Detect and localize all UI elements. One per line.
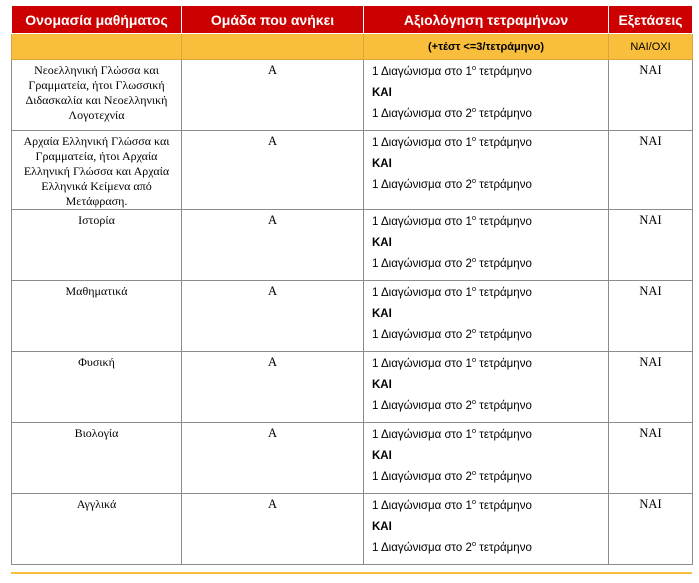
subheader-row bbox=[12, 34, 693, 60]
course-exam: ΝΑΙ bbox=[609, 60, 693, 131]
course-name: Αρχαία Ελληνική Γλώσσα και Γραμματεία, ήτοι Αρχαία Ελληνική Γλώσσα και Αρχαία Ελληνικά Κείμενα από Μετάφραση. bbox=[12, 131, 182, 210]
evaluation-and: ΚΑΙ bbox=[372, 521, 392, 533]
header-exams: Εξετάσεις bbox=[609, 6, 693, 34]
evaluation-term-2: 1 Διαγώνισμα στο $2^o$ τετράμηνο bbox=[372, 176, 532, 191]
bottom-divider bbox=[11, 572, 692, 574]
course-group: Α bbox=[182, 494, 364, 565]
evaluation-term-2: 1 Διαγώνισμα στο $2^o$ τετράμηνο bbox=[372, 539, 532, 554]
course-name: Μαθηματικά bbox=[12, 281, 182, 352]
evaluation-term-2: 1 Διαγώνισμα στο $2^o$ τετράμηνο bbox=[372, 105, 532, 120]
course-group: Α bbox=[182, 131, 364, 210]
evaluation-term-1: 1 Διαγώνισμα στο $1^o$ τετράμηνο bbox=[372, 497, 532, 512]
course-name: Βιολογία bbox=[12, 423, 182, 494]
course-exam: ΝΑΙ bbox=[609, 494, 693, 565]
table-row bbox=[12, 494, 693, 565]
course-evaluation bbox=[364, 352, 609, 423]
course-group: Α bbox=[182, 210, 364, 281]
table-row bbox=[12, 423, 693, 494]
course-name: Νεοελληνική Γλώσσα και Γραμματεία, ήτοι Γλωσσική Διδασκαλία και Νεοελληνική Λογοτεχνία bbox=[12, 60, 182, 131]
header-evaluation: Αξιολόγηση τετραμήνων bbox=[364, 6, 609, 34]
evaluation-term-1: 1 Διαγώνισμα στο $1^o$ τετράμηνο bbox=[372, 213, 532, 228]
course-evaluation bbox=[364, 131, 609, 210]
table-row bbox=[12, 131, 693, 210]
evaluation-term-1: 1 Διαγώνισμα στο $1^o$ τετράμηνο bbox=[372, 134, 532, 149]
course-name: Αγγλικά bbox=[12, 494, 182, 565]
evaluation-term-1: 1 Διαγώνισμα στο $1^o$ τετράμηνο bbox=[372, 63, 532, 78]
course-name: Φυσική bbox=[12, 352, 182, 423]
table-row bbox=[12, 210, 693, 281]
courses-table bbox=[11, 5, 693, 565]
evaluation-term-2: 1 Διαγώνισμα στο $2^o$ τετράμηνο bbox=[372, 397, 532, 412]
evaluation-and: ΚΑΙ bbox=[372, 379, 392, 391]
course-evaluation bbox=[364, 210, 609, 281]
course-name: Ιστορία bbox=[12, 210, 182, 281]
course-group: Α bbox=[182, 423, 364, 494]
course-exam: ΝΑΙ bbox=[609, 281, 693, 352]
evaluation-term-1: 1 Διαγώνισμα στο $1^o$ τετράμηνο bbox=[372, 355, 532, 370]
header-group: Ομάδα που ανήκει bbox=[182, 6, 364, 34]
evaluation-term-2: 1 Διαγώνισμα στο $2^o$ τετράμηνο bbox=[372, 255, 532, 270]
subheader-test-note: (+τέστ <=3/τετράμηνο) bbox=[364, 34, 609, 60]
evaluation-term-2: 1 Διαγώνισμα στο $2^o$ τετράμηνο bbox=[372, 326, 532, 341]
table-row bbox=[12, 352, 693, 423]
subheader-exam-options: ΝΑΙ/ΟΧΙ bbox=[609, 34, 693, 60]
table-row bbox=[12, 60, 693, 131]
course-exam: ΝΑΙ bbox=[609, 210, 693, 281]
course-evaluation bbox=[364, 281, 609, 352]
evaluation-term-2: 1 Διαγώνισμα στο $2^o$ τετράμηνο bbox=[372, 468, 532, 483]
course-evaluation bbox=[364, 423, 609, 494]
course-exam: ΝΑΙ bbox=[609, 131, 693, 210]
table-row bbox=[12, 281, 693, 352]
course-group: Α bbox=[182, 281, 364, 352]
evaluation-and: ΚΑΙ bbox=[372, 158, 392, 170]
course-group: Α bbox=[182, 60, 364, 131]
subheader-empty-1 bbox=[12, 34, 182, 60]
evaluation-and: ΚΑΙ bbox=[372, 237, 392, 249]
course-group: Α bbox=[182, 352, 364, 423]
course-evaluation bbox=[364, 60, 609, 131]
evaluation-and: ΚΑΙ bbox=[372, 450, 392, 462]
evaluation-and: ΚΑΙ bbox=[372, 87, 392, 99]
course-exam: ΝΑΙ bbox=[609, 352, 693, 423]
header-row bbox=[12, 6, 693, 34]
evaluation-term-1: 1 Διαγώνισμα στο $1^o$ τετράμηνο bbox=[372, 426, 532, 441]
evaluation-and: ΚΑΙ bbox=[372, 308, 392, 320]
header-course-name: Ονομασία μαθήματος bbox=[12, 6, 182, 34]
subheader-empty-2 bbox=[182, 34, 364, 60]
course-evaluation bbox=[364, 494, 609, 565]
evaluation-term-1: 1 Διαγώνισμα στο $1^o$ τετράμηνο bbox=[372, 284, 532, 299]
course-exam: ΝΑΙ bbox=[609, 423, 693, 494]
